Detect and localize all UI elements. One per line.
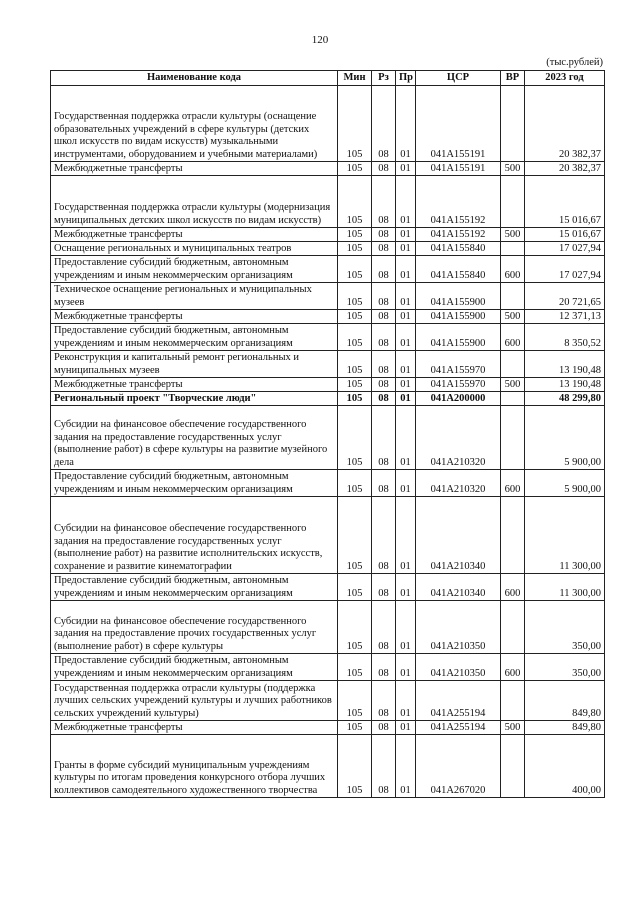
header-min: Мин bbox=[338, 71, 372, 86]
cell-pr: 01 bbox=[396, 324, 416, 351]
cell-pr: 01 bbox=[396, 654, 416, 681]
table-row bbox=[51, 283, 605, 310]
cell-rz: 08 bbox=[372, 256, 396, 283]
cell-pr: 01 bbox=[396, 470, 416, 497]
cell-vr bbox=[501, 283, 525, 310]
cell-csr: 041A210350 bbox=[416, 601, 501, 654]
cell-min: 105 bbox=[338, 283, 372, 310]
cell-rz: 08 bbox=[372, 406, 396, 470]
cell-amount: 48 299,80 bbox=[525, 392, 605, 406]
cell-rz: 08 bbox=[372, 681, 396, 721]
cell-pr: 01 bbox=[396, 228, 416, 242]
header-pr: Пр bbox=[396, 71, 416, 86]
cell-min: 105 bbox=[338, 392, 372, 406]
cell-vr: 500 bbox=[501, 721, 525, 735]
table-row bbox=[51, 654, 605, 681]
header-year: 2023 год bbox=[525, 71, 605, 86]
cell-name: Субсидии на финансовое обеспечение государственного задания на предоставление государственных услуг (выполнение работ) на развитие исполнительских искусств, сохранение и развитие кинематографии bbox=[51, 497, 338, 574]
cell-rz: 08 bbox=[372, 283, 396, 310]
cell-csr: 041A155900 bbox=[416, 324, 501, 351]
cell-name: Предоставление субсидий бюджетным, автономным учреждениям и иным некоммерческим организациям bbox=[51, 256, 338, 283]
table-row bbox=[51, 601, 605, 654]
cell-csr: 041A155840 bbox=[416, 256, 501, 283]
cell-amount: 20 721,65 bbox=[525, 283, 605, 310]
cell-vr: 600 bbox=[501, 470, 525, 497]
cell-vr: 500 bbox=[501, 378, 525, 392]
cell-min: 105 bbox=[338, 601, 372, 654]
cell-rz: 08 bbox=[372, 228, 396, 242]
table-header-row bbox=[51, 71, 605, 86]
cell-csr: 041A155970 bbox=[416, 378, 501, 392]
cell-csr: 041A155900 bbox=[416, 310, 501, 324]
cell-name: Межбюджетные трансферты bbox=[51, 721, 338, 735]
cell-name: Субсидии на финансовое обеспечение государственного задания на предоставление прочих государственных услуг (выполнение работ) в сфере культуры bbox=[51, 601, 338, 654]
cell-min: 105 bbox=[338, 324, 372, 351]
cell-vr bbox=[501, 497, 525, 574]
table-row bbox=[51, 735, 605, 798]
cell-vr bbox=[501, 351, 525, 378]
header-vr: ВР bbox=[501, 71, 525, 86]
cell-vr bbox=[501, 406, 525, 470]
cell-name: Межбюджетные трансферты bbox=[51, 228, 338, 242]
cell-pr: 01 bbox=[396, 497, 416, 574]
cell-csr: 041A155970 bbox=[416, 351, 501, 378]
cell-name: Оснащение региональных и муниципальных театров bbox=[51, 242, 338, 256]
cell-rz: 08 bbox=[372, 574, 396, 601]
cell-csr: 041A155192 bbox=[416, 228, 501, 242]
cell-vr: 500 bbox=[501, 162, 525, 176]
table-row bbox=[51, 324, 605, 351]
cell-vr bbox=[501, 86, 525, 162]
cell-csr: 041A200000 bbox=[416, 392, 501, 406]
cell-pr: 01 bbox=[396, 86, 416, 162]
cell-csr: 041A210320 bbox=[416, 470, 501, 497]
cell-vr bbox=[501, 681, 525, 721]
cell-name: Гранты в форме субсидий муниципальным учреждениям культуры по итогам проведения конкурсного отбора лучших коллективов самодеятельного художественного творчества bbox=[51, 735, 338, 798]
cell-rz: 08 bbox=[372, 470, 396, 497]
cell-rz: 08 bbox=[372, 378, 396, 392]
cell-amount: 849,80 bbox=[525, 681, 605, 721]
cell-rz: 08 bbox=[372, 721, 396, 735]
cell-min: 105 bbox=[338, 574, 372, 601]
cell-amount: 8 350,52 bbox=[525, 324, 605, 351]
cell-amount: 13 190,48 bbox=[525, 378, 605, 392]
cell-name: Государственная поддержка отрасли культуры (поддержка лучших сельских учреждений культуры и лучших работников сельских учреждений культуры) bbox=[51, 681, 338, 721]
cell-min: 105 bbox=[338, 228, 372, 242]
units-label: (тыс.рублей) bbox=[546, 57, 603, 68]
cell-vr bbox=[501, 242, 525, 256]
cell-min: 105 bbox=[338, 310, 372, 324]
table-row bbox=[51, 256, 605, 283]
cell-amount: 17 027,94 bbox=[525, 256, 605, 283]
table-row bbox=[51, 470, 605, 497]
cell-min: 105 bbox=[338, 497, 372, 574]
cell-rz: 08 bbox=[372, 735, 396, 798]
cell-min: 105 bbox=[338, 470, 372, 497]
table-row bbox=[51, 497, 605, 574]
cell-pr: 01 bbox=[396, 392, 416, 406]
table-row bbox=[51, 392, 605, 406]
table-row bbox=[51, 310, 605, 324]
cell-rz: 08 bbox=[372, 310, 396, 324]
cell-vr bbox=[501, 392, 525, 406]
cell-min: 105 bbox=[338, 162, 372, 176]
cell-name: Предоставление субсидий бюджетным, автономным учреждениям и иным некоммерческим организациям bbox=[51, 574, 338, 601]
cell-rz: 08 bbox=[372, 242, 396, 256]
table-row bbox=[51, 681, 605, 721]
cell-pr: 01 bbox=[396, 378, 416, 392]
cell-min: 105 bbox=[338, 351, 372, 378]
cell-amount: 15 016,67 bbox=[525, 176, 605, 228]
cell-amount: 13 190,48 bbox=[525, 351, 605, 378]
cell-csr: 041A155192 bbox=[416, 176, 501, 228]
cell-pr: 01 bbox=[396, 310, 416, 324]
header-csr: ЦСР bbox=[416, 71, 501, 86]
cell-vr: 500 bbox=[501, 228, 525, 242]
cell-min: 105 bbox=[338, 86, 372, 162]
table-row bbox=[51, 351, 605, 378]
cell-pr: 01 bbox=[396, 721, 416, 735]
cell-csr: 041A210340 bbox=[416, 497, 501, 574]
cell-vr bbox=[501, 601, 525, 654]
cell-amount: 849,80 bbox=[525, 721, 605, 735]
table-row bbox=[51, 162, 605, 176]
cell-vr bbox=[501, 176, 525, 228]
cell-rz: 08 bbox=[372, 162, 396, 176]
table-row bbox=[51, 228, 605, 242]
page-number: 120 bbox=[311, 34, 329, 46]
cell-pr: 01 bbox=[396, 735, 416, 798]
cell-amount: 350,00 bbox=[525, 654, 605, 681]
budget-table bbox=[50, 70, 605, 798]
cell-min: 105 bbox=[338, 721, 372, 735]
cell-amount: 17 027,94 bbox=[525, 242, 605, 256]
cell-amount: 20 382,37 bbox=[525, 162, 605, 176]
cell-amount: 5 900,00 bbox=[525, 470, 605, 497]
table-row bbox=[51, 242, 605, 256]
cell-amount: 11 300,00 bbox=[525, 574, 605, 601]
cell-vr: 500 bbox=[501, 310, 525, 324]
cell-pr: 01 bbox=[396, 351, 416, 378]
cell-amount: 12 371,13 bbox=[525, 310, 605, 324]
cell-pr: 01 bbox=[396, 681, 416, 721]
cell-pr: 01 bbox=[396, 176, 416, 228]
cell-name: Реконструкция и капитальный ремонт региональных и муниципальных музеев bbox=[51, 351, 338, 378]
cell-name: Межбюджетные трансферты bbox=[51, 310, 338, 324]
cell-name: Предоставление субсидий бюджетным, автономным учреждениям и иным некоммерческим организациям bbox=[51, 324, 338, 351]
cell-name: Техническое оснащение региональных и муниципальных музеев bbox=[51, 283, 338, 310]
cell-rz: 08 bbox=[372, 654, 396, 681]
cell-vr: 600 bbox=[501, 654, 525, 681]
cell-min: 105 bbox=[338, 256, 372, 283]
cell-pr: 01 bbox=[396, 283, 416, 310]
cell-name: Предоставление субсидий бюджетным, автономным учреждениям и иным некоммерческим организациям bbox=[51, 654, 338, 681]
cell-name: Государственная поддержка отрасли культуры (оснащение образовательных учреждений в сфере культуры (детских школ искусств по видам искусств) музыкальными инструментами, оборудованием и учебными материалами) bbox=[51, 86, 338, 162]
cell-rz: 08 bbox=[372, 86, 396, 162]
cell-csr: 041A210350 bbox=[416, 654, 501, 681]
cell-pr: 01 bbox=[396, 162, 416, 176]
cell-csr: 041A267020 bbox=[416, 735, 501, 798]
cell-rz: 08 bbox=[372, 601, 396, 654]
header-rz: Рз bbox=[372, 71, 396, 86]
cell-pr: 01 bbox=[396, 256, 416, 283]
cell-rz: 08 bbox=[372, 392, 396, 406]
header-name: Наименование кода bbox=[51, 71, 338, 86]
cell-vr bbox=[501, 735, 525, 798]
cell-pr: 01 bbox=[396, 406, 416, 470]
cell-min: 105 bbox=[338, 176, 372, 228]
cell-vr: 600 bbox=[501, 256, 525, 283]
cell-vr: 600 bbox=[501, 574, 525, 601]
cell-min: 105 bbox=[338, 406, 372, 470]
cell-csr: 041A210320 bbox=[416, 406, 501, 470]
cell-amount: 15 016,67 bbox=[525, 228, 605, 242]
table-row bbox=[51, 406, 605, 470]
cell-csr: 041A155840 bbox=[416, 242, 501, 256]
cell-csr: 041A155900 bbox=[416, 283, 501, 310]
cell-csr: 041A255194 bbox=[416, 681, 501, 721]
cell-amount: 350,00 bbox=[525, 601, 605, 654]
cell-pr: 01 bbox=[396, 574, 416, 601]
table-row bbox=[51, 721, 605, 735]
cell-pr: 01 bbox=[396, 242, 416, 256]
table-row bbox=[51, 86, 605, 162]
cell-name: Предоставление субсидий бюджетным, автономным учреждениям и иным некоммерческим организациям bbox=[51, 470, 338, 497]
cell-name: Государственная поддержка отрасли культуры (модернизация муниципальных детских школ искусств по видам искусств) bbox=[51, 176, 338, 228]
table-row bbox=[51, 176, 605, 228]
cell-name: Субсидии на финансовое обеспечение государственного задания на предоставление государственных услуг (выполнение работ) в сфере культуры на развитие музейного дела bbox=[51, 406, 338, 470]
cell-amount: 20 382,37 bbox=[525, 86, 605, 162]
cell-name: Межбюджетные трансферты bbox=[51, 162, 338, 176]
cell-csr: 041A255194 bbox=[416, 721, 501, 735]
cell-rz: 08 bbox=[372, 176, 396, 228]
cell-amount: 11 300,00 bbox=[525, 497, 605, 574]
cell-vr: 600 bbox=[501, 324, 525, 351]
cell-rz: 08 bbox=[372, 497, 396, 574]
cell-name: Межбюджетные трансферты bbox=[51, 378, 338, 392]
cell-rz: 08 bbox=[372, 324, 396, 351]
cell-pr: 01 bbox=[396, 601, 416, 654]
cell-name: Региональный проект "Творческие люди" bbox=[51, 392, 338, 406]
cell-rz: 08 bbox=[372, 351, 396, 378]
cell-min: 105 bbox=[338, 378, 372, 392]
cell-amount: 5 900,00 bbox=[525, 406, 605, 470]
cell-csr: 041A210340 bbox=[416, 574, 501, 601]
cell-min: 105 bbox=[338, 681, 372, 721]
table-row bbox=[51, 378, 605, 392]
cell-csr: 041A155191 bbox=[416, 86, 501, 162]
cell-min: 105 bbox=[338, 242, 372, 256]
cell-min: 105 bbox=[338, 735, 372, 798]
cell-amount: 400,00 bbox=[525, 735, 605, 798]
cell-min: 105 bbox=[338, 654, 372, 681]
cell-csr: 041A155191 bbox=[416, 162, 501, 176]
table-row bbox=[51, 574, 605, 601]
